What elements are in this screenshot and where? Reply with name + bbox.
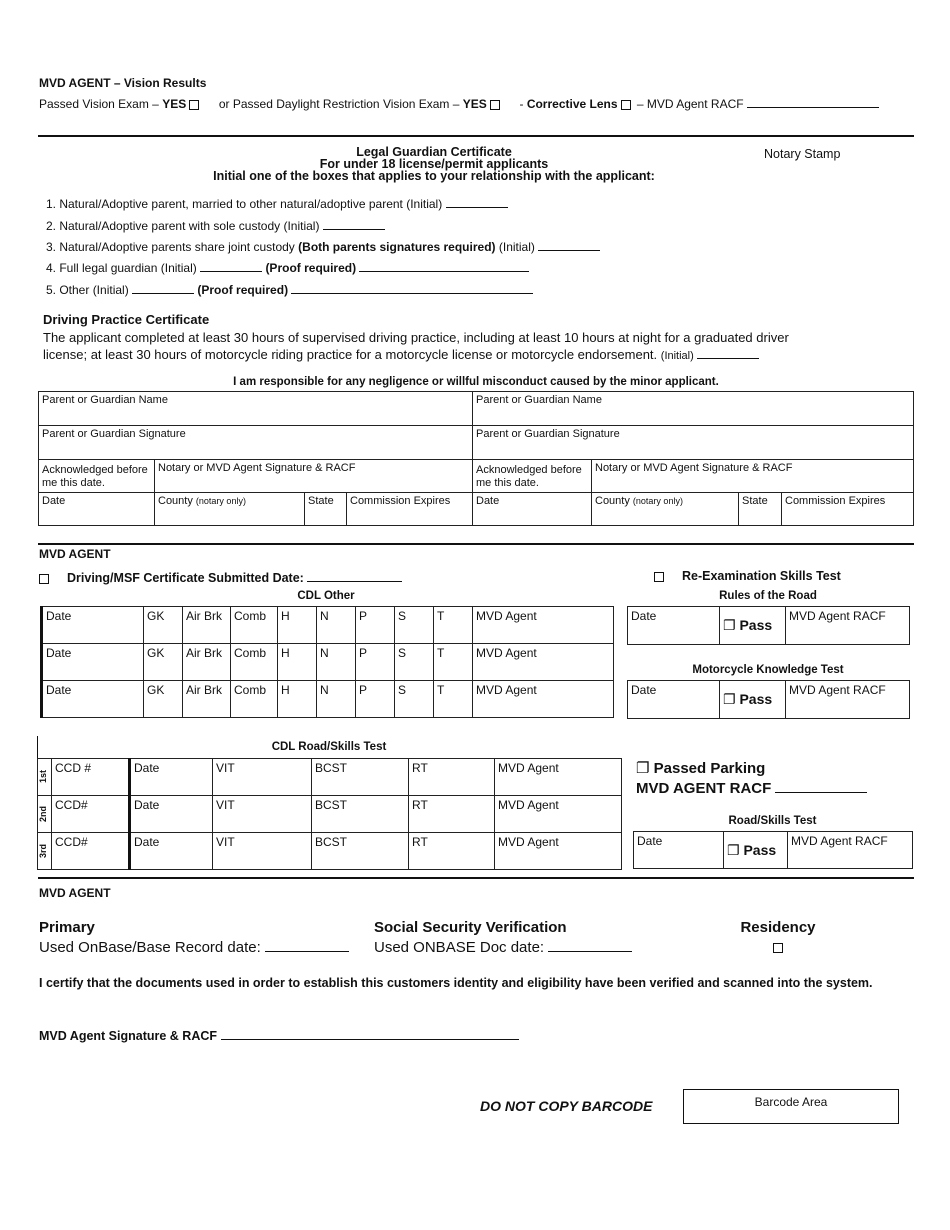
guardian-item-5 [46, 281, 533, 297]
item-3-text: 3. Natural/Adoptive parents share joint custody [46, 240, 295, 254]
moto-racf-cell[interactable]: MVD Agent RACF [786, 681, 910, 719]
item-5-proof: (Proof required) [197, 283, 289, 297]
county-field-2[interactable] [592, 493, 739, 526]
practice-initial-field[interactable] [697, 346, 759, 359]
parent-name-field-2[interactable]: Parent or Guardian Name [473, 392, 914, 426]
item-3-bold: (Both parents signatures required) [298, 240, 496, 254]
guardian-item-1 [46, 195, 508, 211]
rules-date-cell[interactable]: Date [628, 607, 720, 645]
corrective-checkbox[interactable] [621, 100, 631, 110]
vision-yes-checkbox[interactable] [189, 100, 199, 110]
cdl-h-cell[interactable]: H [278, 607, 317, 644]
moto-pass-label: Pass [739, 691, 773, 707]
road-skills-title: Road/Skills Test [728, 815, 817, 827]
racf-label: – MVD Agent RACF [636, 97, 744, 111]
parent-table-left [38, 391, 473, 526]
road-date-cell[interactable]: Date [130, 796, 213, 833]
road-ccd-cell[interactable]: CCD # [52, 759, 130, 796]
date-field[interactable] [39, 493, 155, 526]
guardian-item-4 [46, 259, 529, 275]
parking-racf-field[interactable] [775, 779, 867, 793]
date-field-2[interactable] [473, 493, 592, 526]
mvd-title-2: MVD AGENT [39, 886, 111, 900]
cdl-other-title: CDL Other [297, 590, 355, 602]
item-5-text: 5. Other (Initial) [46, 283, 129, 297]
passed-vision-label: Passed Vision Exam – [39, 97, 159, 111]
road-row-1 [38, 759, 622, 796]
barcode-area: Barcode Area [683, 1089, 899, 1124]
road-skills-table [633, 831, 913, 869]
date-label: Date [42, 495, 66, 507]
cdl-airbrk-cell[interactable]: Air Brk [183, 681, 231, 718]
road-vit-cell[interactable]: VIT [213, 796, 312, 833]
county-label: County [158, 495, 193, 507]
rules-table [627, 606, 910, 645]
ack-label: Acknowledged before me this date. [39, 460, 155, 493]
cdl-airbrk-cell[interactable]: Air Brk [183, 607, 231, 644]
notary-only-label: (notary only) [195, 496, 246, 506]
road-date-cell[interactable]: Date [130, 833, 213, 870]
certify-statement: I certify that the documents used in order to establish this customers identity and eligibility have been verified and scanned into the system. [39, 976, 873, 990]
notary-signature-field[interactable]: Notary or MVD Agent Signature & RACF [155, 460, 473, 493]
item-2-text: 2. Natural/Adoptive parent with sole custody (Initial) [46, 219, 320, 233]
cdl-p-cell[interactable]: P [356, 681, 395, 718]
road-vit-cell[interactable]: VIT [213, 759, 312, 796]
moto-table [627, 680, 910, 719]
practice-line-1: The applicant completed at least 30 hours of supervised driving practice, including at least 10 hours at night for a graduated driver [43, 330, 789, 345]
item-4-proof-field[interactable] [359, 259, 529, 272]
cdl-p-cell[interactable]: P [356, 607, 395, 644]
attempt-1-label: 1st [38, 770, 48, 784]
primary-title: Primary [39, 919, 95, 936]
cdl-comb-cell[interactable]: Comb [231, 681, 278, 718]
agent-signature-label: MVD Agent Signature & RACF [39, 1029, 218, 1043]
commission-label: Commission Expires [350, 495, 451, 507]
reexam-line [654, 569, 841, 583]
cdl-airbrk-cell[interactable]: Air Brk [183, 644, 231, 681]
ssv-label: Used ONBASE Doc date: [374, 939, 545, 956]
guardian-subtitle: For under 18 license/permit applicants [319, 157, 549, 171]
cdl-road-title: CDL Road/Skills Test [271, 741, 387, 753]
cdl-h-cell[interactable]: H [278, 681, 317, 718]
cdl-gk-cell[interactable]: GK [144, 607, 183, 644]
attempt-2-label: 2nd [38, 805, 48, 822]
moto-date-cell[interactable]: Date [628, 681, 720, 719]
road-row-2 [38, 796, 622, 833]
date-label-2: Date [476, 495, 500, 507]
divider [38, 135, 914, 137]
cdl-agent-cell[interactable]: MVD Agent [473, 607, 614, 644]
cdl-other-row-2 [42, 644, 614, 681]
road-date-cell[interactable]: Date [130, 759, 213, 796]
state-label: State [308, 495, 334, 507]
cdl-s-cell[interactable]: S [395, 644, 434, 681]
practice-text [43, 329, 789, 365]
guardian-header [160, 146, 708, 182]
item-4-proof: (Proof required) [265, 261, 357, 275]
road-vit-cell[interactable]: VIT [213, 833, 312, 870]
road-attempt-1 [38, 759, 52, 796]
cdl-t-cell[interactable]: T [434, 681, 473, 718]
driving-msf-line [39, 569, 402, 585]
road-rt-cell[interactable]: RT [409, 833, 495, 870]
rules-title: Rules of the Road [719, 590, 817, 602]
county-field[interactable] [155, 493, 305, 526]
road-rt-cell[interactable]: RT [409, 759, 495, 796]
moto-pass-checkbox[interactable]: ❐ Pass [720, 681, 786, 719]
cdl-s-cell[interactable]: S [395, 681, 434, 718]
passed-parking-line[interactable]: ❐ Passed Parking [636, 760, 766, 777]
rules-pass-checkbox[interactable]: ❐ Pass [720, 607, 786, 645]
racf-field[interactable] [747, 95, 879, 108]
road-ccd-cell[interactable]: CCD# [52, 833, 130, 870]
barcode-warning: DO NOT COPY BARCODE [480, 1098, 653, 1114]
county-label-2: County [595, 495, 630, 507]
road-skills-date-cell[interactable]: Date [634, 832, 724, 869]
road-rt-cell[interactable]: RT [409, 796, 495, 833]
item-1-initial-field[interactable] [446, 195, 508, 208]
cdl-date-cell[interactable]: Date [42, 644, 144, 681]
item-3-initial-field[interactable] [538, 238, 600, 251]
guardian-item-3 [46, 238, 600, 254]
road-attempt-3 [38, 833, 52, 870]
commission-label-2: Commission Expires [785, 495, 886, 507]
cdl-n-cell[interactable]: N [317, 607, 356, 644]
parent-table-right [472, 391, 914, 526]
cdl-gk-cell[interactable]: GK [144, 644, 183, 681]
state-field[interactable] [305, 493, 347, 526]
daylight-yes-checkbox[interactable] [490, 100, 500, 110]
road-skills-racf-cell[interactable]: MVD Agent RACF [788, 832, 913, 869]
cdl-date-cell[interactable]: Date [42, 607, 144, 644]
agent-signature-line [39, 1027, 519, 1043]
cdl-other-row-3 [42, 681, 614, 718]
residency-title: Residency [740, 919, 816, 936]
parent-signature-field[interactable]: Parent or Guardian Signature [39, 426, 473, 460]
cdl-gk-cell[interactable]: GK [144, 681, 183, 718]
parent-signature-field-2[interactable]: Parent or Guardian Signature [473, 426, 914, 460]
moto-title: Motorcycle Knowledge Test [692, 664, 844, 676]
yes-label-2: YES [462, 97, 487, 111]
notary-stamp-label: Notary Stamp [764, 147, 841, 161]
road-agent-cell[interactable]: MVD Agent [495, 833, 622, 870]
corrective-label: Corrective Lens [526, 97, 618, 111]
guardian-item-2 [46, 217, 385, 233]
cdl-p-cell[interactable]: P [356, 644, 395, 681]
residency-block [728, 918, 828, 958]
rules-racf-cell[interactable]: MVD Agent RACF [786, 607, 910, 645]
guardian-title: Legal Guardian Certificate [356, 145, 512, 159]
cdl-agent-cell[interactable]: MVD Agent [473, 681, 614, 718]
primary-label: Used OnBase/Base Record date: [39, 939, 261, 956]
divider-2 [38, 543, 914, 545]
road-ccd-cell[interactable]: CCD# [52, 796, 130, 833]
notary-signature-field-2[interactable]: Notary or MVD Agent Signature & RACF [592, 460, 914, 493]
vision-title: MVD AGENT – Vision Results [39, 76, 207, 90]
cdl-comb-cell[interactable]: Comb [231, 644, 278, 681]
cdl-n-cell[interactable]: N [317, 644, 356, 681]
driving-msf-date-field[interactable] [307, 569, 402, 582]
item-3-initial-label: (Initial) [498, 240, 535, 254]
ssv-block [374, 918, 632, 958]
road-skills-pass-checkbox[interactable]: ❐ Pass [724, 832, 788, 869]
parking-racf-label: MVD AGENT RACF [636, 780, 772, 797]
commission-field-2[interactable] [782, 493, 914, 526]
responsibility-statement: I am responsible for any negligence or willful misconduct caused by the minor applicant. [233, 376, 719, 388]
vision-line [39, 95, 879, 111]
road-agent-cell[interactable]: MVD Agent [495, 759, 622, 796]
primary-block [39, 918, 349, 958]
daylight-label: or Passed Daylight Restriction Vision Exam – [218, 97, 460, 111]
cdl-t-cell[interactable]: T [434, 644, 473, 681]
mvd-title-1: MVD AGENT [39, 547, 111, 561]
ssv-title: Social Security Verification [374, 919, 567, 936]
ack-label-2: Acknowledged before me this date. [473, 460, 592, 493]
cdl-road-table [37, 758, 622, 870]
road-row-3 [38, 833, 622, 870]
road-bcst-cell[interactable]: BCST [312, 759, 409, 796]
practice-line-2: license; at least 30 hours of motorcycle riding practice for a motorcycle license or motorcycle endorsement. [43, 347, 658, 362]
practice-initial-label: (Initial) [660, 350, 694, 362]
residency-checkbox[interactable] [773, 943, 783, 953]
parent-name-field[interactable]: Parent or Guardian Name [39, 392, 473, 426]
state-label-2: State [742, 495, 768, 507]
commission-field[interactable] [347, 493, 473, 526]
passed-parking-block [636, 759, 867, 799]
driving-msf-checkbox[interactable] [39, 574, 49, 584]
cdl-s-cell[interactable]: S [395, 607, 434, 644]
item-5-proof-field[interactable] [291, 281, 533, 294]
road-skills-pass-label: Pass [743, 841, 777, 858]
item-4-text: 4. Full legal guardian (Initial) [46, 261, 197, 275]
passed-parking-label: Passed Parking [653, 760, 766, 777]
cdl-t-cell[interactable]: T [434, 607, 473, 644]
yes-label: YES [162, 97, 187, 111]
guardian-instruction: Initial one of the boxes that applies to your relationship with the applicant: [213, 169, 655, 183]
divider-3 [38, 877, 914, 879]
item-4-initial-field[interactable] [200, 259, 262, 272]
rules-pass-label: Pass [739, 617, 773, 633]
road-bcst-cell[interactable]: BCST [312, 833, 409, 870]
cdl-other-table [40, 606, 614, 718]
cdl-n-cell[interactable]: N [317, 681, 356, 718]
item-2-initial-field[interactable] [323, 217, 385, 230]
cdl-comb-cell[interactable]: Comb [231, 607, 278, 644]
ssv-date-field[interactable] [548, 938, 632, 952]
cdl-agent-cell[interactable]: MVD Agent [473, 644, 614, 681]
agent-signature-field[interactable] [221, 1027, 519, 1040]
item-1-text: 1. Natural/Adoptive parent, married to other natural/adoptive parent (Initial) [46, 197, 443, 211]
state-field-2[interactable] [739, 493, 782, 526]
item-5-initial-field[interactable] [132, 281, 194, 294]
corrective-prefix: - [519, 97, 524, 111]
cdl-date-cell[interactable]: Date [42, 681, 144, 718]
road-bcst-cell[interactable]: BCST [312, 796, 409, 833]
reexam-label: Re-Examination Skills Test [682, 569, 841, 583]
notary-only-label-2: (notary only) [632, 496, 683, 506]
practice-title: Driving Practice Certificate [43, 312, 210, 327]
reexam-checkbox[interactable] [654, 572, 664, 582]
cdl-h-cell[interactable]: H [278, 644, 317, 681]
road-attempt-2 [38, 796, 52, 833]
road-agent-cell[interactable]: MVD Agent [495, 796, 622, 833]
driving-msf-label: Driving/MSF Certificate Submitted Date: [67, 571, 304, 585]
cdl-other-row-1 [42, 607, 614, 644]
attempt-3-label: 3rd [38, 843, 48, 858]
primary-date-field[interactable] [265, 938, 349, 952]
